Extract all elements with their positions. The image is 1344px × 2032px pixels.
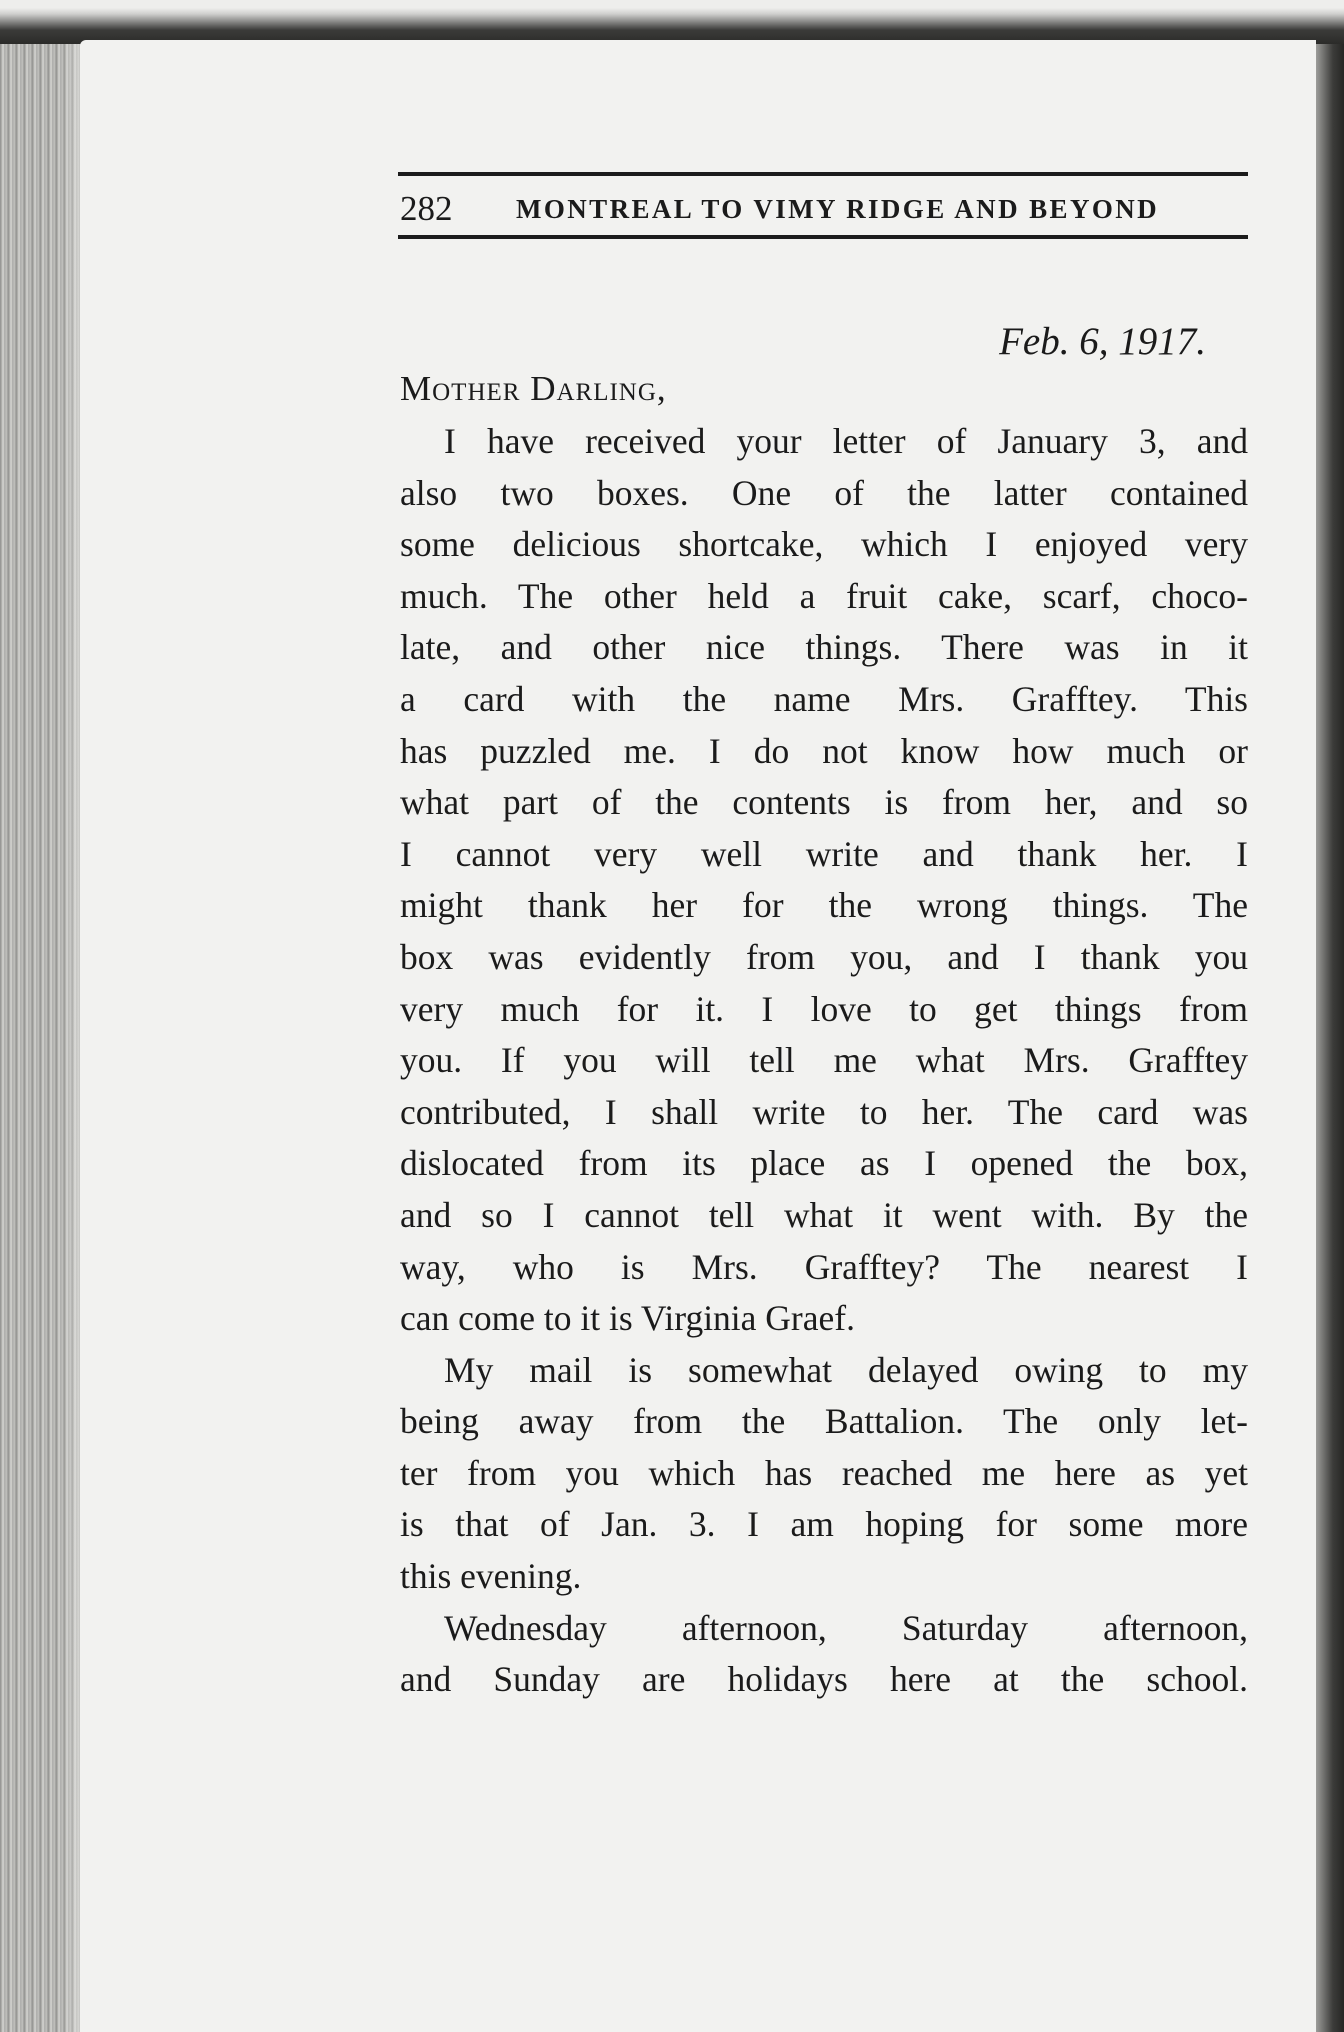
text-line: this evening. (400, 1556, 582, 1597)
text-line: is that of Jan. 3. I am hoping for some more (400, 1504, 1248, 1545)
text-line: some delicious shortcake, which I enjoyed very (400, 524, 1248, 565)
text-line: very much for it. I love to get things from (400, 988, 1248, 1029)
header-rule-top (398, 172, 1248, 176)
text-line: dislocated from its place as I opened the box, (400, 1143, 1248, 1184)
text-line: I cannot very well write and thank her. I (400, 833, 1248, 874)
text-line: Wednesday afternoon, Saturday afternoon, (444, 1607, 1248, 1648)
text-line: box was evidently from you, and I thank you (400, 936, 1248, 977)
text-line: also two boxes. One of the latter contained (400, 472, 1248, 513)
text-line: much. The other held a fruit cake, scarf, choco- (400, 575, 1248, 616)
text-line: can come to it is Virginia Graef. (400, 1298, 855, 1339)
text-line: ter from you which has reached me here as yet (400, 1452, 1248, 1493)
letter-date: Feb. 6, 1917. (999, 320, 1206, 363)
header-rule-bottom (398, 235, 1248, 239)
text-line: might thank her for the wrong things. The (400, 885, 1248, 926)
text-line: and so I cannot tell what it went with. By the (400, 1194, 1248, 1235)
text-line: way, who is Mrs. Grafftey? The nearest I (400, 1246, 1248, 1287)
text-line: being away from the Battalion. The only let- (400, 1401, 1248, 1442)
text-line: has puzzled me. I do not know how much or (400, 730, 1248, 771)
page-number: 282 (400, 189, 453, 228)
page-gutter-shadow (1316, 44, 1344, 2032)
text-line: My mail is somewhat delayed owing to my (444, 1349, 1248, 1390)
text-line: and Sunday are holidays here at the school. (400, 1659, 1248, 1700)
scan-background-top (0, 0, 1344, 44)
text-line: late, and other nice things. There was in it (400, 627, 1248, 668)
book-title: MONTREAL TO VIMY RIDGE AND BEYOND (516, 194, 1160, 224)
text-line: what part of the contents is from her, and so (400, 782, 1248, 823)
text-line: I have received your letter of January 3, and (444, 421, 1248, 461)
text-line: contributed, I shall write to her. The card was (400, 1091, 1248, 1132)
letter-body (400, 416, 1248, 1706)
text-line: a card with the name Mrs. Grafftey. This (400, 678, 1248, 719)
text-line: you. If you will tell me what Mrs. Grafftey (400, 1040, 1248, 1081)
page-edges-stack (0, 44, 92, 2032)
letter-salutation: Mother Darling, (400, 369, 667, 408)
running-head (400, 186, 1246, 232)
